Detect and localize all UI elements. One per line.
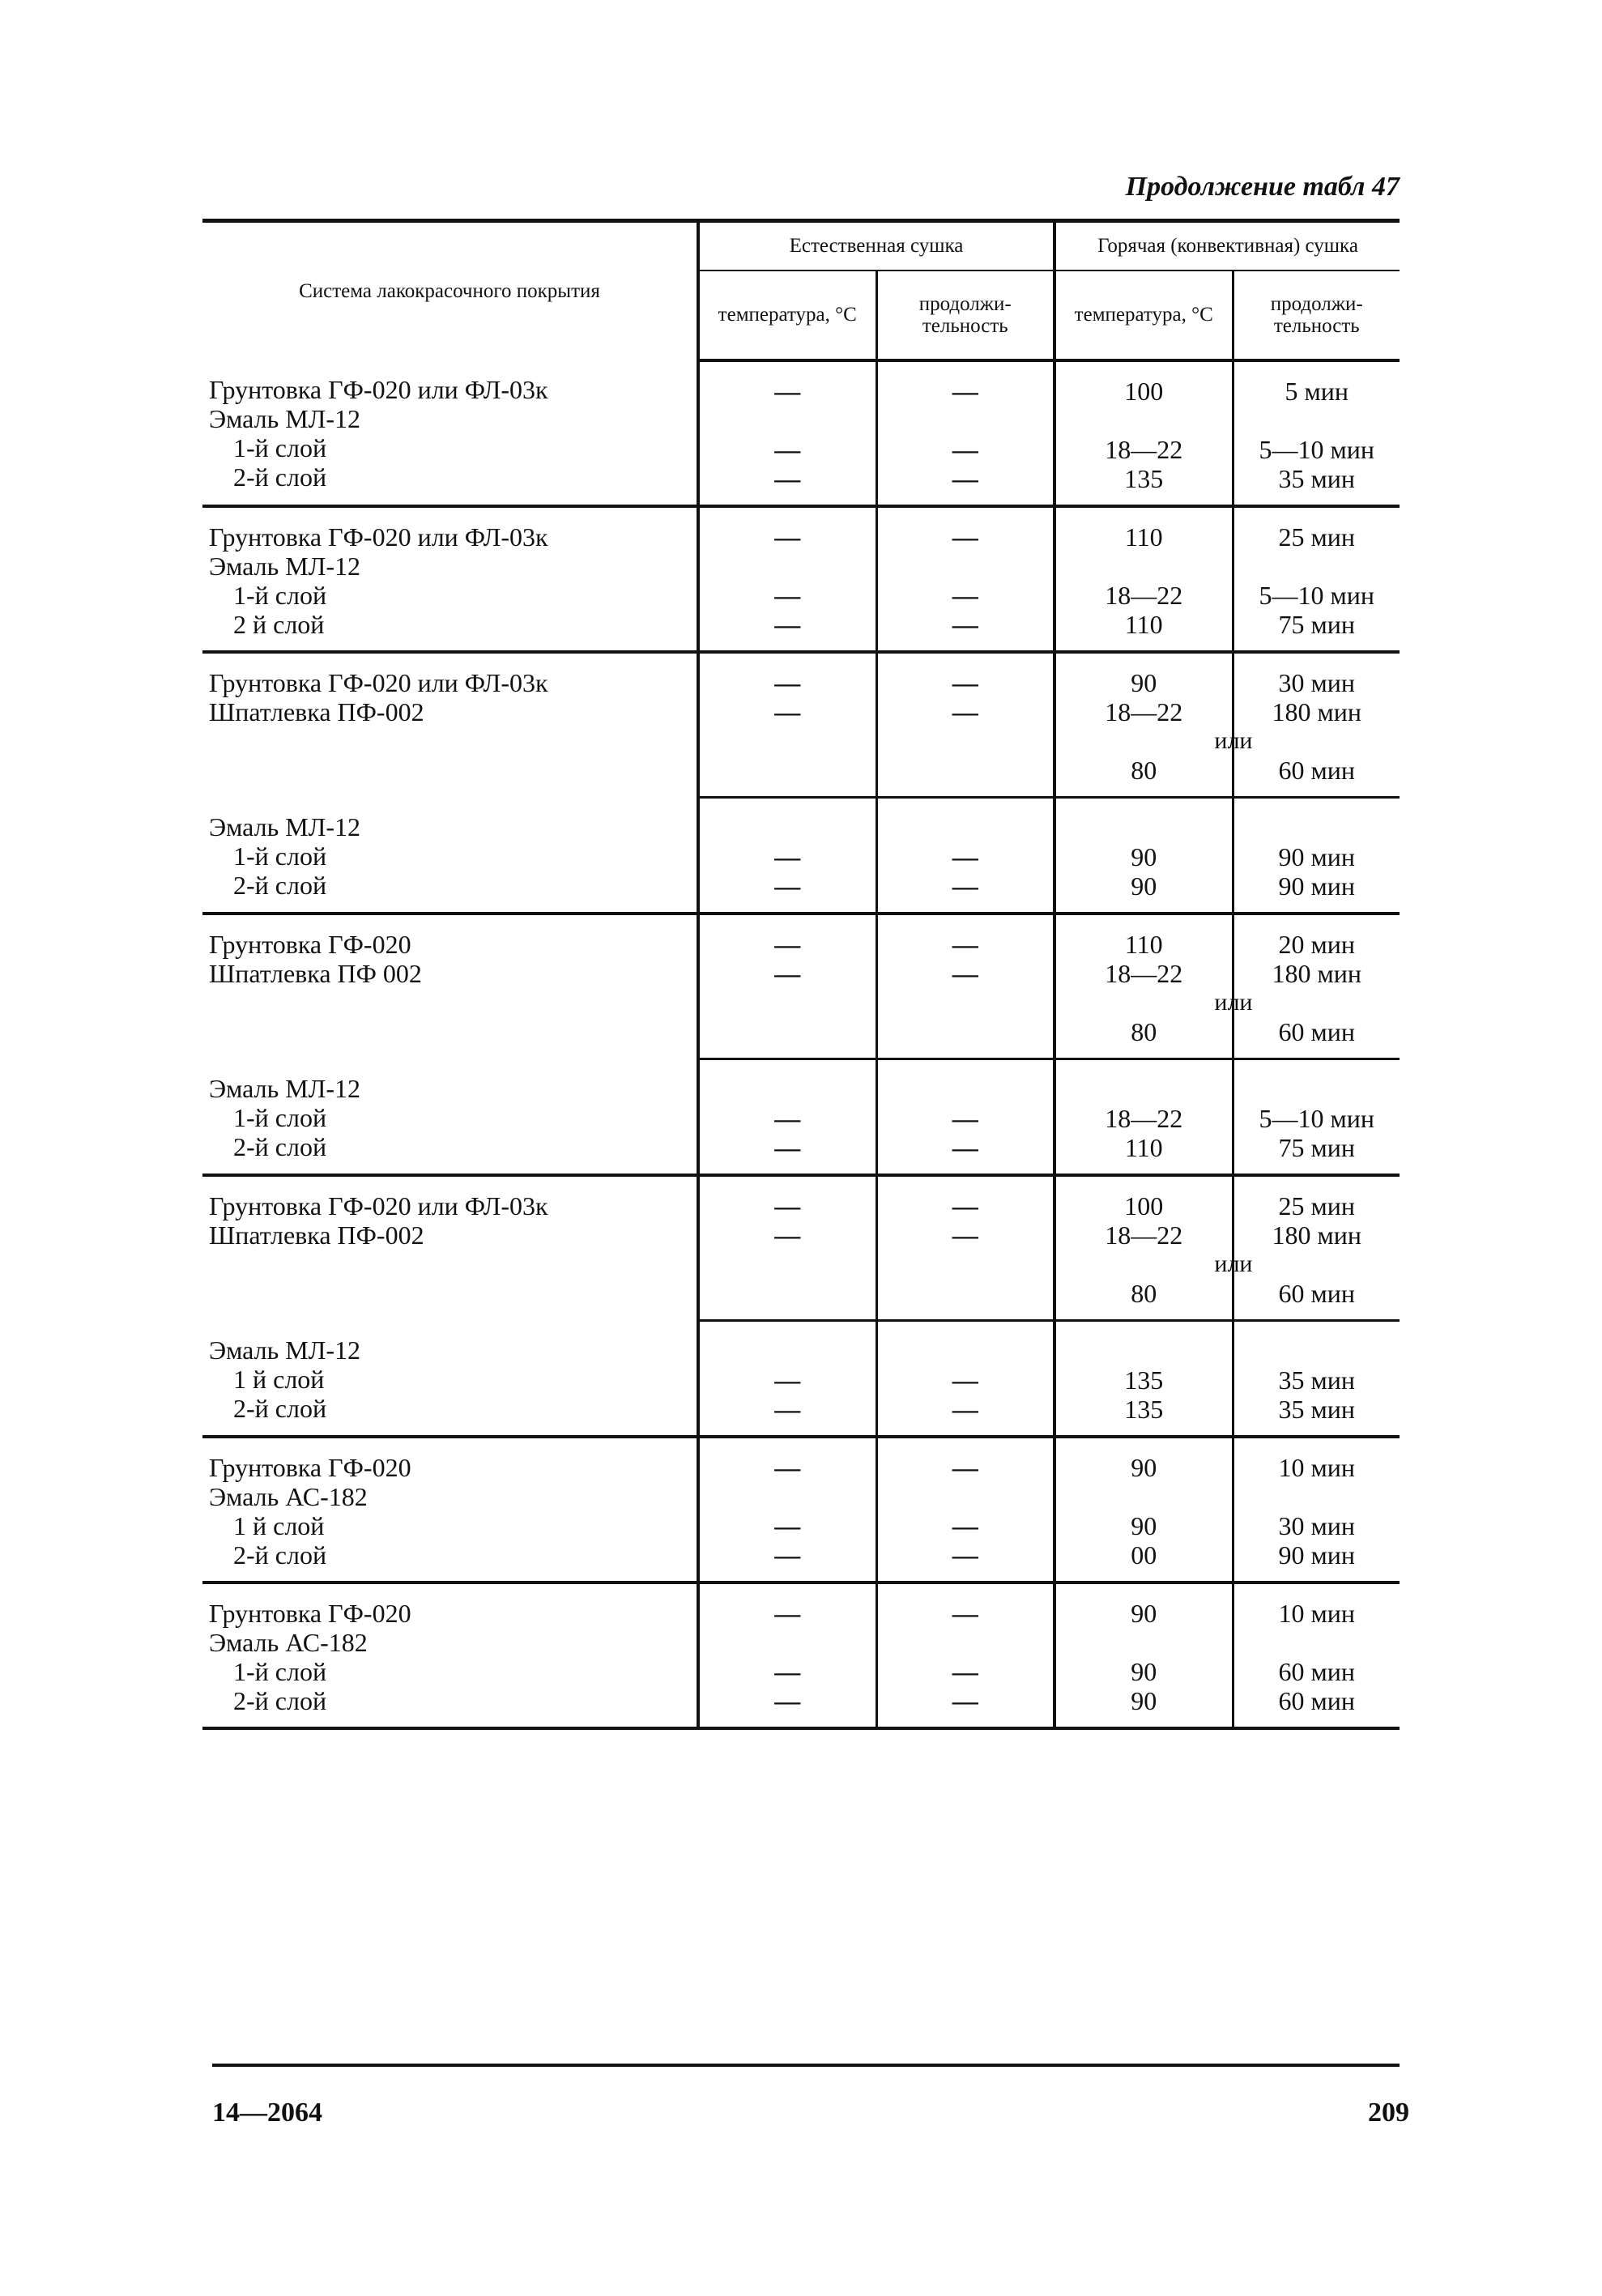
header-natural-temp: температура, °С bbox=[698, 270, 876, 360]
system-line: 2 й слой bbox=[233, 610, 325, 639]
hot-temp-cell bbox=[1055, 914, 1253, 1059]
hot-duration-value: 20 мин bbox=[1278, 930, 1355, 959]
natural-duration-value: — bbox=[952, 1686, 978, 1715]
hot-temp-value: 00 bbox=[1131, 1540, 1157, 1570]
hot-duration-cell bbox=[1233, 652, 1400, 798]
natural-duration-value: — bbox=[952, 377, 978, 406]
drying-table bbox=[202, 219, 1400, 1730]
hot-duration-value bbox=[1241, 813, 1394, 842]
system-cell bbox=[202, 1175, 698, 1321]
natural-temp-value: — bbox=[774, 1191, 801, 1220]
natural-duration-value: — bbox=[952, 610, 978, 639]
system-line: Грунтовка ГФ-020 или ФЛ-03к bbox=[209, 522, 548, 552]
hot-duration-value: 5—10 мин bbox=[1259, 1104, 1374, 1133]
hot-temp-cell bbox=[1055, 652, 1253, 798]
system-line: Эмаль МЛ-12 bbox=[209, 552, 361, 581]
natural-temp-value: — bbox=[774, 1540, 801, 1570]
natural-temp-cell bbox=[698, 1437, 876, 1582]
hot-duration-value: 180 мин bbox=[1272, 959, 1361, 988]
hot-temp-value bbox=[1063, 1075, 1225, 1104]
table-row bbox=[202, 1582, 1400, 1728]
hot-temp-cell bbox=[1055, 506, 1233, 652]
system-line: Эмаль МЛ-12 bbox=[209, 1335, 361, 1365]
table-row bbox=[202, 914, 1400, 1059]
table-row bbox=[202, 652, 1400, 798]
natural-temp-value: — bbox=[774, 435, 801, 464]
table-row bbox=[202, 506, 1400, 652]
natural-temp-cell bbox=[698, 1582, 876, 1728]
bottom-rule bbox=[212, 2064, 1400, 2067]
natural-duration-value bbox=[884, 406, 1047, 435]
natural-duration-value: — bbox=[952, 581, 978, 610]
hot-duration-value: 90 мин bbox=[1278, 871, 1355, 901]
hot-temp-value: 135 bbox=[1124, 464, 1164, 493]
natural-duration-cell bbox=[876, 1437, 1055, 1582]
natural-temp-value bbox=[706, 813, 869, 842]
natural-duration-value: — bbox=[952, 1365, 978, 1395]
natural-duration-value: — bbox=[952, 1395, 978, 1424]
system-line: Грунтовка ГФ-020 bbox=[209, 930, 411, 959]
natural-duration-value: — bbox=[952, 842, 978, 871]
hot-duration-value: 10 мин bbox=[1278, 1599, 1355, 1628]
natural-temp-value: — bbox=[774, 1220, 801, 1250]
natural-duration-value: — bbox=[952, 435, 978, 464]
natural-temp-value: — bbox=[774, 610, 801, 639]
header-hot-duration: продолжи-тельность bbox=[1233, 270, 1400, 360]
hot-temp-cell bbox=[1055, 1059, 1233, 1176]
natural-temp-value: — bbox=[774, 871, 801, 901]
natural-temp-value: — bbox=[774, 697, 801, 726]
system-line: 1-й слой bbox=[233, 433, 327, 462]
natural-duration-value: — bbox=[952, 959, 978, 988]
hot-temp-value: 110 bbox=[1124, 610, 1163, 639]
table-row bbox=[202, 1437, 1400, 1582]
natural-duration-cell bbox=[876, 1582, 1055, 1728]
hot-temp-value: 90 bbox=[1131, 1599, 1157, 1628]
hot-temp-value bbox=[1063, 1482, 1225, 1511]
system-line: 2-й слой bbox=[233, 462, 327, 492]
hot-duration-value: 60 мин bbox=[1278, 1686, 1355, 1715]
hot-duration-value: 75 мин bbox=[1278, 610, 1355, 639]
natural-duration-value: — bbox=[952, 1599, 978, 1628]
natural-duration-value: — bbox=[952, 1540, 978, 1570]
hot-duration-value: 5—10 мин bbox=[1259, 435, 1374, 464]
natural-duration-value: — bbox=[952, 871, 978, 901]
hot-temp-cell bbox=[1055, 1582, 1233, 1728]
system-line: Шпатлевка ПФ 002 bbox=[209, 959, 422, 988]
hot-temp-value: 80 bbox=[1131, 1279, 1157, 1308]
hot-temp-value: 110 bbox=[1124, 1133, 1163, 1162]
system-line: Грунтовка ГФ-020 bbox=[209, 1453, 411, 1482]
hot-temp-value: 135 bbox=[1124, 1395, 1164, 1424]
natural-temp-value: — bbox=[774, 959, 801, 988]
hot-temp-value: 135 bbox=[1124, 1365, 1164, 1395]
natural-temp-cell bbox=[698, 652, 876, 798]
natural-duration-value: — bbox=[952, 522, 978, 552]
natural-duration-cell bbox=[876, 914, 1055, 1059]
system-line: 2-й слой bbox=[233, 1393, 327, 1423]
hot-temp-value: 90 bbox=[1131, 1511, 1157, 1540]
system-line: Эмаль МЛ-12 bbox=[209, 404, 361, 433]
system-line: Эмаль МЛ-12 bbox=[209, 811, 361, 841]
table-row bbox=[202, 1175, 1400, 1321]
natural-duration-value: — bbox=[952, 930, 978, 959]
spacer bbox=[1241, 988, 1394, 1017]
system-cell bbox=[202, 506, 698, 652]
header-hot-temp: температура, °С bbox=[1055, 270, 1233, 360]
hot-temp-value: 100 bbox=[1124, 377, 1164, 406]
hot-duration-value bbox=[1241, 1482, 1394, 1511]
hot-temp-value: 18—22 bbox=[1105, 1220, 1183, 1250]
hot-temp-value: 18—22 bbox=[1105, 1104, 1183, 1133]
hot-duration-value: 90 мин bbox=[1278, 1540, 1355, 1570]
table-row bbox=[202, 1059, 1400, 1176]
system-line: 2-й слой bbox=[233, 1540, 327, 1570]
table-body bbox=[202, 360, 1400, 1728]
system-cell bbox=[202, 360, 698, 506]
system-line: 2-й слой bbox=[233, 1131, 327, 1161]
system-line: Грунтовка ГФ-020 или ФЛ-03к bbox=[209, 1191, 548, 1220]
natural-temp-value: — bbox=[774, 1657, 801, 1686]
hot-temp-value bbox=[1063, 1336, 1225, 1365]
system-line: 1-й слой bbox=[233, 841, 327, 871]
natural-temp-cell bbox=[698, 1321, 876, 1438]
natural-temp-cell bbox=[698, 506, 876, 652]
hot-temp-value: 80 bbox=[1131, 756, 1157, 785]
system-line: 2-й слой bbox=[233, 870, 327, 900]
hot-temp-value: 110 bbox=[1124, 522, 1163, 552]
natural-temp-value: — bbox=[774, 1599, 801, 1628]
hot-temp-value: 90 bbox=[1131, 842, 1157, 871]
hot-duration-cell bbox=[1233, 1582, 1400, 1728]
table-row bbox=[202, 798, 1400, 914]
hot-duration-cell bbox=[1233, 1175, 1400, 1321]
system-line: Грунтовка ГФ-020 или ФЛ-03к bbox=[209, 668, 548, 697]
hot-duration-cell bbox=[1233, 914, 1400, 1059]
natural-temp-value: — bbox=[774, 668, 801, 697]
footer-code: 14—2064 bbox=[212, 2098, 322, 2128]
natural-duration-cell bbox=[876, 1321, 1055, 1438]
natural-duration-value bbox=[884, 1482, 1047, 1511]
header-natural-drying: Естественная сушка bbox=[698, 221, 1055, 271]
system-cell bbox=[202, 914, 698, 1059]
natural-duration-value: — bbox=[952, 1453, 978, 1482]
hot-duration-value: 30 мин bbox=[1278, 668, 1355, 697]
system-line: Эмаль МЛ-12 bbox=[209, 1073, 361, 1103]
natural-temp-value: — bbox=[774, 464, 801, 493]
system-line: Эмаль АС-182 bbox=[209, 1628, 368, 1657]
system-line: 1-й слой bbox=[233, 1102, 327, 1132]
system-line: Шпатлевка ПФ-002 bbox=[209, 1220, 424, 1250]
hot-temp-cell bbox=[1055, 360, 1233, 506]
natural-duration-cell bbox=[876, 652, 1055, 798]
hot-temp-value: 90 bbox=[1131, 871, 1157, 901]
header-natural-duration: продолжи-тельность bbox=[876, 270, 1055, 360]
natural-temp-value: — bbox=[774, 1365, 801, 1395]
hot-duration-value: 5—10 мин bbox=[1259, 581, 1374, 610]
system-cell bbox=[202, 1321, 698, 1438]
hot-duration-cell bbox=[1233, 1321, 1400, 1438]
natural-temp-value: — bbox=[774, 1511, 801, 1540]
hot-temp-value: 110 bbox=[1124, 930, 1163, 959]
or-label: или bbox=[1214, 727, 1253, 754]
hot-temp-cell bbox=[1055, 1321, 1233, 1438]
system-line: 1 й слой bbox=[233, 1364, 325, 1394]
natural-duration-cell bbox=[876, 360, 1055, 506]
natural-duration-value: — bbox=[952, 1133, 978, 1162]
hot-temp-value: 90 bbox=[1131, 1657, 1157, 1686]
hot-duration-value: 30 мин bbox=[1278, 1511, 1355, 1540]
natural-duration-value: — bbox=[952, 1220, 978, 1250]
natural-duration-cell bbox=[876, 506, 1055, 652]
hot-duration-value: 180 мин bbox=[1272, 1220, 1361, 1250]
natural-temp-cell bbox=[698, 1175, 876, 1321]
natural-duration-cell bbox=[876, 1175, 1055, 1321]
system-line: 1-й слой bbox=[233, 1657, 327, 1686]
system-line: Грунтовка ГФ-020 bbox=[209, 1599, 411, 1628]
hot-temp-value bbox=[1063, 552, 1225, 581]
hot-duration-cell bbox=[1233, 1059, 1400, 1176]
header-hot-drying: Горячая (конвективная) сушка bbox=[1055, 221, 1400, 271]
hot-temp-value: 18—22 bbox=[1105, 435, 1183, 464]
system-cell bbox=[202, 652, 698, 798]
natural-temp-value bbox=[706, 1482, 869, 1511]
hot-temp-value: 90 bbox=[1131, 1686, 1157, 1715]
system-cell bbox=[202, 1437, 698, 1582]
natural-temp-value bbox=[706, 1075, 869, 1104]
natural-temp-value: — bbox=[774, 1453, 801, 1482]
natural-temp-value: — bbox=[774, 1104, 801, 1133]
header-system: Система лакокрасочного покрытия bbox=[202, 221, 698, 361]
hot-duration-value: 5 мин bbox=[1285, 377, 1348, 406]
hot-duration-cell bbox=[1233, 360, 1400, 506]
natural-temp-value: — bbox=[774, 377, 801, 406]
natural-temp-cell bbox=[698, 1059, 876, 1176]
natural-duration-value: — bbox=[952, 668, 978, 697]
hot-duration-cell bbox=[1233, 798, 1400, 914]
hot-temp-value bbox=[1063, 406, 1225, 435]
hot-temp-value: 80 bbox=[1131, 1017, 1157, 1046]
hot-temp-value: 18—22 bbox=[1105, 697, 1183, 726]
hot-duration-value: 25 мин bbox=[1278, 522, 1355, 552]
hot-duration-value: 60 мин bbox=[1278, 1017, 1355, 1046]
system-cell bbox=[202, 1059, 698, 1176]
hot-duration-value: 35 мин bbox=[1278, 1395, 1355, 1424]
system-line: Шпатлевка ПФ-002 bbox=[209, 697, 424, 726]
system-line: 1-й слой bbox=[233, 581, 327, 610]
natural-duration-cell bbox=[876, 1059, 1055, 1176]
natural-duration-value: — bbox=[952, 1657, 978, 1686]
system-line: Эмаль АС-182 bbox=[209, 1482, 368, 1511]
hot-temp-cell bbox=[1055, 1437, 1233, 1582]
system-cell bbox=[202, 1582, 698, 1728]
natural-duration-value: — bbox=[952, 1511, 978, 1540]
natural-temp-cell bbox=[698, 914, 876, 1059]
hot-duration-value: 60 мин bbox=[1278, 1279, 1355, 1308]
table-row bbox=[202, 1321, 1400, 1438]
natural-duration-value bbox=[884, 1336, 1047, 1365]
natural-duration-value: — bbox=[952, 1191, 978, 1220]
hot-temp-value bbox=[1063, 1628, 1225, 1657]
hot-duration-value: 25 мин bbox=[1278, 1191, 1355, 1220]
hot-duration-value: 10 мин bbox=[1278, 1453, 1355, 1482]
hot-temp-value bbox=[1063, 813, 1225, 842]
hot-temp-value: 90 bbox=[1131, 1453, 1157, 1482]
hot-duration-cell bbox=[1233, 1437, 1400, 1582]
system-line: Грунтовка ГФ-020 или ФЛ-03к bbox=[209, 375, 548, 404]
natural-temp-value: — bbox=[774, 581, 801, 610]
system-line: 2-й слой bbox=[233, 1686, 327, 1715]
natural-duration-value bbox=[884, 552, 1047, 581]
natural-temp-cell bbox=[698, 360, 876, 506]
natural-temp-value bbox=[706, 1628, 869, 1657]
hot-duration-value: 75 мин bbox=[1278, 1133, 1355, 1162]
natural-duration-value bbox=[884, 1628, 1047, 1657]
hot-temp-cell bbox=[1055, 798, 1233, 914]
natural-duration-value: — bbox=[952, 1104, 978, 1133]
natural-temp-value: — bbox=[774, 1133, 801, 1162]
hot-duration-value: 35 мин bbox=[1278, 464, 1355, 493]
system-cell bbox=[202, 798, 698, 914]
natural-temp-value: — bbox=[774, 522, 801, 552]
or-label: или bbox=[1214, 989, 1253, 1016]
hot-duration-value: 90 мин bbox=[1278, 842, 1355, 871]
hot-duration-value: 60 мин bbox=[1278, 1657, 1355, 1686]
table-row bbox=[202, 360, 1400, 506]
natural-temp-value: — bbox=[774, 930, 801, 959]
natural-temp-value: — bbox=[774, 1395, 801, 1424]
hot-temp-value: 18—22 bbox=[1105, 581, 1183, 610]
natural-duration-value bbox=[884, 1075, 1047, 1104]
hot-duration-value bbox=[1241, 1336, 1394, 1365]
hot-duration-value: 180 мин bbox=[1272, 697, 1361, 726]
natural-temp-value bbox=[706, 552, 869, 581]
hot-duration-value bbox=[1241, 406, 1394, 435]
table-caption: Продолжение табл 47 bbox=[1125, 172, 1400, 202]
hot-duration-value: 60 мин bbox=[1278, 756, 1355, 785]
hot-temp-value: 18—22 bbox=[1105, 959, 1183, 988]
natural-duration-value bbox=[884, 813, 1047, 842]
hot-duration-value bbox=[1241, 1075, 1394, 1104]
natural-duration-cell bbox=[876, 798, 1055, 914]
natural-duration-value: — bbox=[952, 697, 978, 726]
system-line: 1 й слой bbox=[233, 1511, 325, 1540]
hot-duration-cell bbox=[1233, 506, 1400, 652]
hot-temp-value: 90 bbox=[1131, 668, 1157, 697]
natural-temp-value: — bbox=[774, 1686, 801, 1715]
natural-temp-cell bbox=[698, 798, 876, 914]
or-label: или bbox=[1214, 1250, 1253, 1277]
natural-duration-value: — bbox=[952, 464, 978, 493]
natural-temp-value bbox=[706, 406, 869, 435]
hot-temp-value: 100 bbox=[1124, 1191, 1164, 1220]
natural-temp-value: — bbox=[774, 842, 801, 871]
spacer bbox=[1241, 726, 1394, 756]
page-number: 209 bbox=[1368, 2098, 1409, 2128]
hot-duration-value bbox=[1241, 552, 1394, 581]
hot-duration-value: 35 мин bbox=[1278, 1365, 1355, 1395]
hot-duration-value bbox=[1241, 1628, 1394, 1657]
spacer bbox=[1241, 1250, 1394, 1279]
natural-temp-value bbox=[706, 1336, 869, 1365]
hot-temp-cell bbox=[1055, 1175, 1253, 1321]
